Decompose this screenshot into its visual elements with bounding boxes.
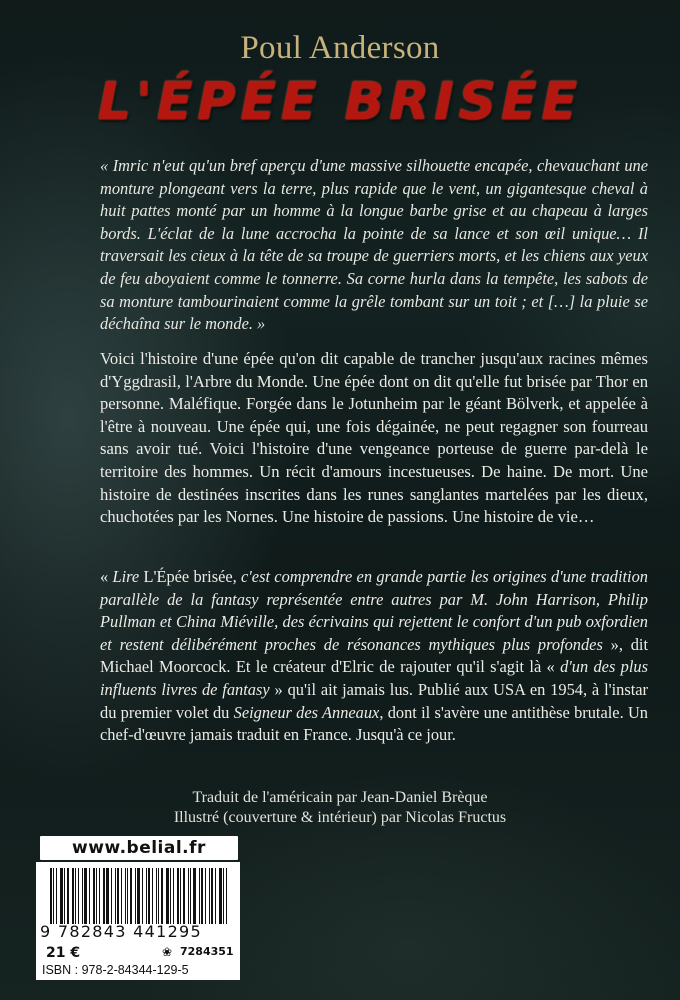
review-attribution: », dit Michael Moorcock. Et le créateur d'Elric de rajouter qu'il s'agit là « [100,634,648,677]
distributor-logo-icon: ❀ [162,944,173,959]
review-publication: » qu'il ait jamais lus. Publié aux USA en 1954, à l'instar du premier volet du [100,679,648,722]
review-open-quote: « [100,567,113,586]
illustrator-credit: Illustré (couverture & intérieur) par Nicolas Fructus [173,809,507,826]
review-lotr-title: Seigneur des Anneaux [233,702,380,722]
ean-number: 9 782843 441295 [40,922,203,941]
review-quote-body: , c'est comprendre en grande partie les origines d'une tradition parallèle de la fantasy représentée entre autres par M. John Harrison, Philip Pullman et China Miéville, des écrivains qui rejettent le confort d'un pub oxfordien et restent délibérément proches de résonances mythiques plus profondes [100,567,648,654]
review-inner-quote: d'un des plus influents livres de fantasy [100,657,648,699]
publisher-url: www.belial.fr [40,836,238,860]
excerpt-quote: « Imric n'eut qu'un bref aperçu d'une massive silhouette encapée, chevauchant une monture plongeant vers la terre, plus rapide que le vent, un gigantesque cheval à huit pattes monté par un homme à la longue barbe grise et au chapeau à larges bords. L'éclat de la lune accrocha la pointe de sa lance et son œil unique… Il traversait les cieux à la tête de sa troupe de guerriers morts, et les chiens aux yeux de feu aboyaient comme le tonnerre. Sa corne hurla dans la tempête, les sabots de sa monture tambourinaient comme la grêle tombant sur un toit ; et […] la pluie se déchaîna sur le monde. » [100,156,648,334]
synopsis-paragraph: Voici l'histoire d'une épée qu'on dit capable de trancher jusqu'aux racines mêmes d'Yggdrasil, l'Arbre du Monde. Une épée dont on dit qu'elle fut brisée par Thor en personne. Maléfique. Forgée dans le Jotunheim par le géant Bölverk, et appelée à l'être à nouveau. Une épée qui, une fois dégainée, ne peut regagner son fourreau sans avoir tué. Voici l'histoire d'une vengeance porteuse de guerre par-delà le territoire des hommes. Un récit d'amours incestueuses. De haine. De mort. Une histoire de destinées inscrites dans les runes sanglantes martelées par les dieux, chuchotées par les Nornes. Une histoire de passions. Une histoire de vie… [100,349,648,527]
review-quote-lead: Lire [112,567,144,586]
barcode-panel [36,862,240,980]
review-paragraph [100,566,648,747]
author-name: Poul Anderson [240,30,440,66]
distributor-code-value: 7284351 [180,945,234,958]
isbn-number: ISBN : 978-2-84344-129-5 [42,963,189,977]
barcode-icon [50,868,230,924]
price-label: 21 € [46,945,81,961]
book-title: L'ÉPÉE BRISÉE [97,72,583,132]
translator-credit: Traduit de l'américain par Jean-Daniel Brèque [192,789,488,806]
credits [140,788,540,828]
review-book-title: L'Épée brisée [143,567,233,586]
distributor-code [162,945,234,958]
review-conclusion: , dont il s'avère une antithèse brutale. Un chef-d'œuvre jamais traduit en France. Jusqu'à ce jour. [100,702,648,745]
